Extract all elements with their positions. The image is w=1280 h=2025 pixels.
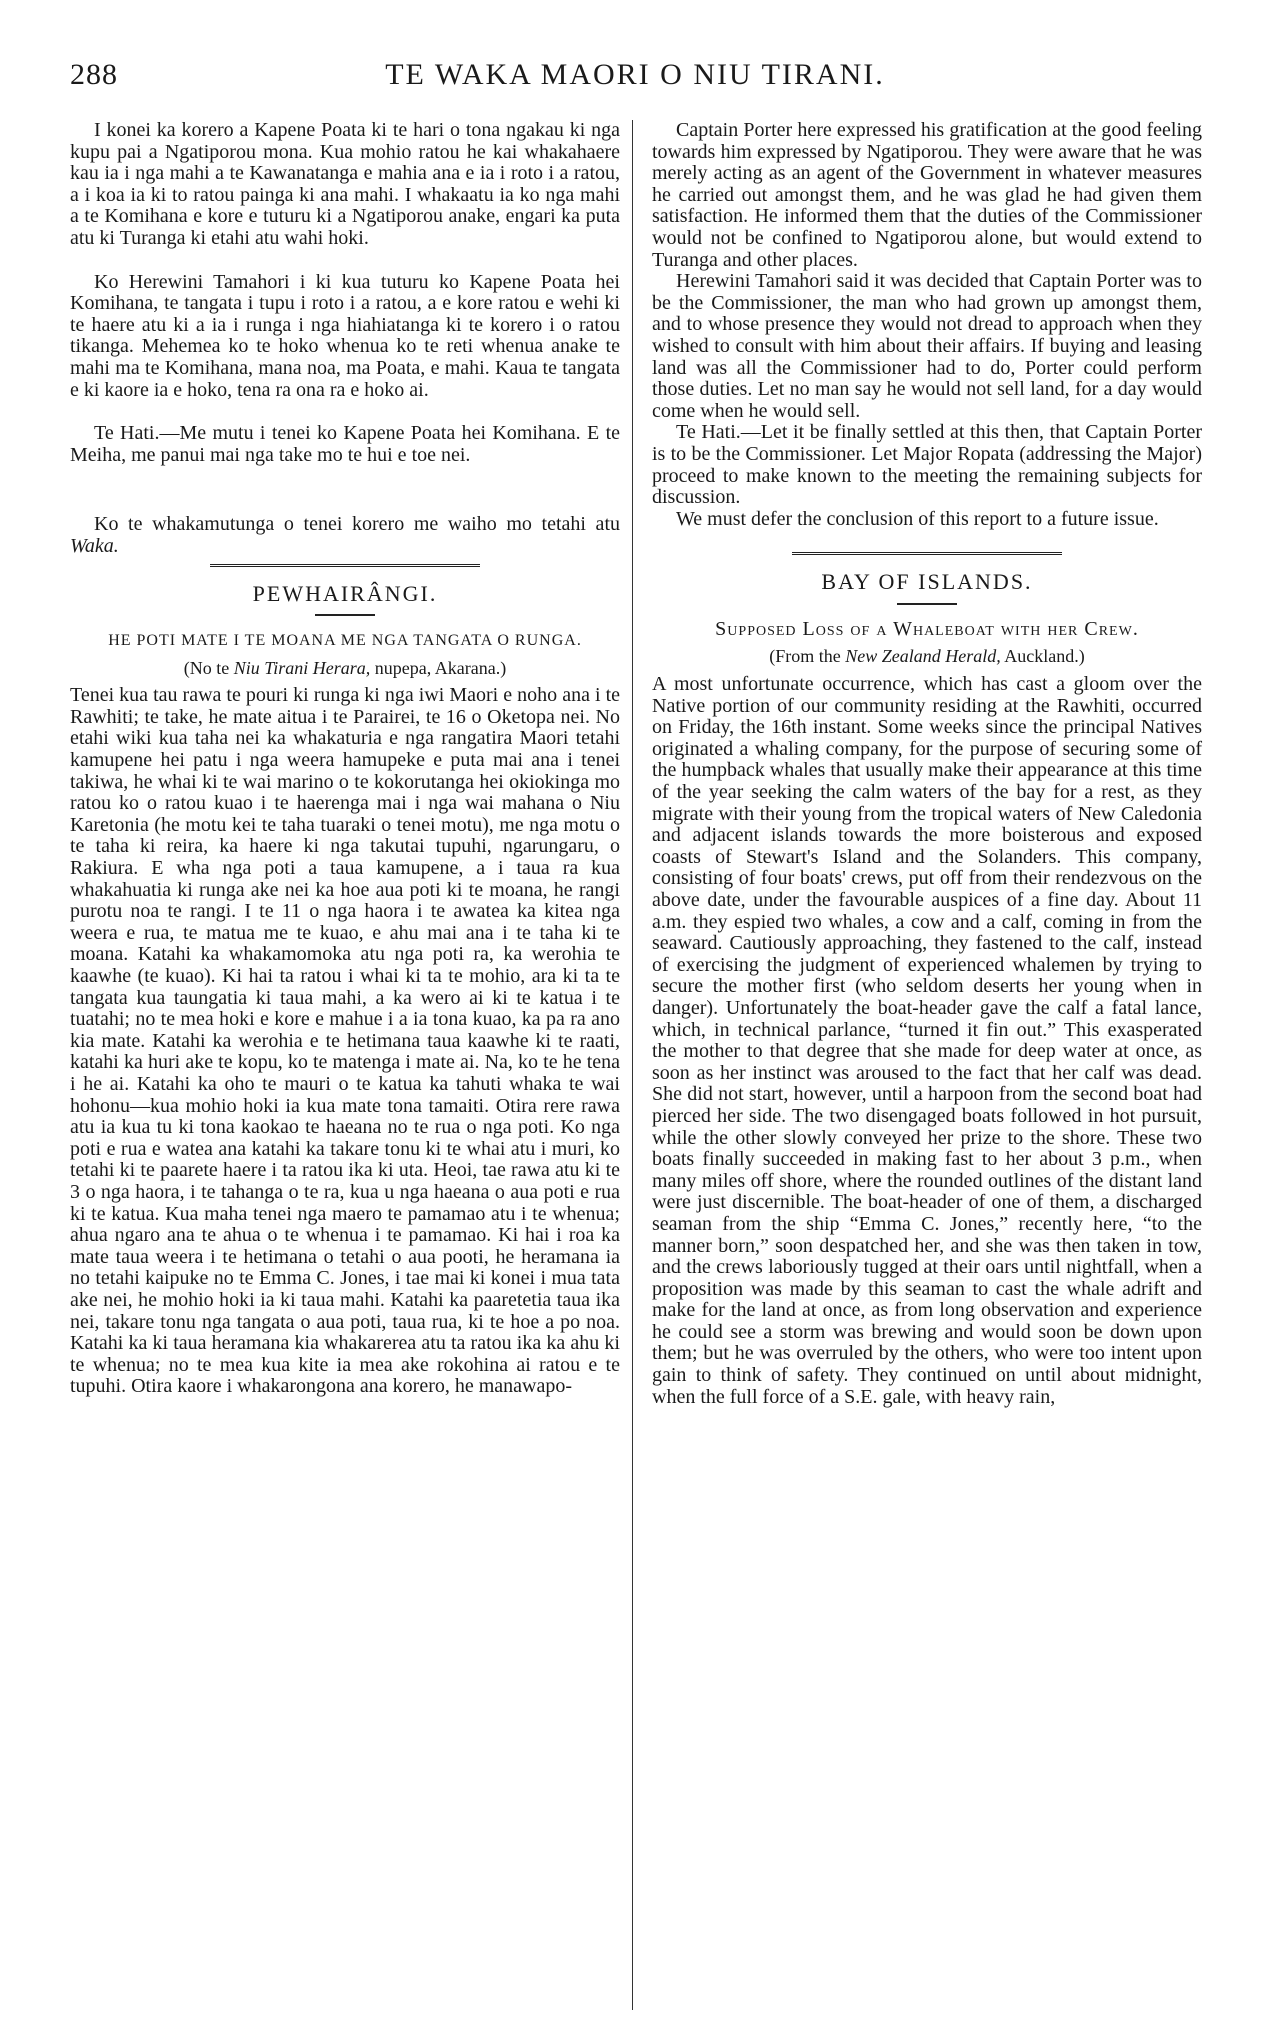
- left-paragraph: Te Hati.—Me mutu i tenei ko Kapene Poata hei Komihana. E te Meiha, me panui mai nga take mo te hui e toe nei.: [70, 422, 620, 466]
- section-rule: [210, 564, 480, 571]
- right-paragraph: We must defer the conclusion of this report to a future issue.: [676, 507, 1159, 530]
- short-rule: [315, 614, 375, 616]
- left-closing-text: Ko te whakamutunga o tenei korero me waiho mo tetahi atu: [94, 513, 620, 536]
- running-title: TE WAKA MAORI O NIU TIRANI.: [385, 58, 885, 91]
- section-title: BAY OF ISLANDS.: [821, 569, 1033, 595]
- left-paragraph: Ko Herewini Tamahori i ki kua tuturu ko Kapene Poata hei Komihana, te tangata i tupu i roto i a ratou, a e kore ratou e wehi ki te haere atu ki a ia i runga i nga hiahiatanga ki te korero i o ratou tikanga. Mehemea ko te hoko whenua ko te reti whenua anake te mahi ma te Komihana, mana noa, ma Poata, e mahi. Kaua te tangata e ki kaore ia e hoko, tena ra ona ra e hoko ai.: [70, 270, 620, 401]
- right-paragraph: Te Hati.—Let it be finally settled at this then, that Captain Porter is to be the Commissioner. Let Major Ropata (addressing the Major) proceed to make known to the meeting the remaining subjects for discussion.: [652, 421, 1202, 509]
- article-subhead: Supposed Loss of a Whaleboat with her Crew.: [715, 617, 1139, 640]
- article-subhead: HE POTI MATE I TE MOANA ME NGA TANGATA O RUNGA.: [108, 632, 582, 650]
- article-source: (From the New Zealand Herald, Auckland.): [769, 646, 1085, 667]
- right-paragraph: Herewini Tamahori said it was decided that Captain Porter was to be the Commissioner, the man who had grown up amongst them, and to whose presence they would not dread to approach when they wished to consult with him about their affairs. If buying and leasing land was all the Commissioner had to do, Porter could perform those duties. Let no man say he would not sell land, for a day would come when he would sell.: [652, 270, 1202, 422]
- right-paragraph: Captain Porter here expressed his gratification at the good feeling towards him expressed by Ngatiporou. They were aware that he was merely acting as an agent of the Government in whatever measures he carried out amongst them, and he was glad he had given them satisfaction. He informed them that the duties of the Commissioner would not be confined to Ngatiporou alone, but would extend to Turanga and other places.: [652, 119, 1202, 271]
- left-column: [70, 120, 620, 1398]
- right-article-body: A most unfortunate occurrence, which has cast a gloom over the Native portion of our community residing at the Rawhiti, occurred on Friday, the 16th instant. Some weeks since the principal Natives originated a whaling company, for the purpose of securing some of the humpback whales that usually make their appearance at this time of the year seeking the calm waters of the bay for a rest, as they migrate with their young from the tropical waters of New Caledonia and adjacent islands towards the more boisterous and exposed coasts of Stewart's Island and the Solanders. This company, consisting of four boats' crews, put off from their rendezvous on the above date, under the favourable auspices of a fine day. About 11 a.m. they espied two whales, a cow and a calf, coming in from the seaward. Cautiously approaching, they fastened to the calf, instead of exercising the judgment of experienced whalemen by trying to secure the mother first (who seldom deserts her young when in danger). Unfortunately the boat-header gave the calf a fatal lance, which, in technical parlance, “turned it fin out.” This exasperated the mother to that degree that she made for deep water at once, as soon as her instinct was aroused to the fact that her calf was dead. She did not start, however, until a harpoon from the second boat had pierced her side. The two disengaged boats followed in hot pursuit, while the other slowly conveyed her prize to the shore. These two boats finally succeeded in making fast to her about 3 p.m., when many miles off shore, where the rounded outlines of the distant land were just discernible. The boat-header of one of them, a discharged seaman from the ship “Emma C. Jones,” recently here, “to the manner born,” soon despatched her, and she was then taken in tow, and the crews laboriously tugged at their oars until nightfall, when a proposition was made by this seaman to cast the whale adrift and make for the land at once, as from long observation and experience he could see a storm was brewing and would soon be down upon them; but he was overruled by the others, who were too intent upon gain to think of safety. They continued on until about midnight, when the full force of a S.E. gale, with heavy rain,: [652, 673, 1202, 1408]
- page-number: 288: [70, 58, 118, 91]
- section-rule: [792, 552, 1062, 559]
- section-title: PEWHAIRÂNGI.: [252, 580, 438, 606]
- article-source: (No te Niu Tirani Herara, nupepa, Akarana.): [183, 657, 507, 678]
- left-article-body: Tenei kua tau rawa te pouri ki runga ki nga iwi Maori e noho ana i te Rawhiti; te take, he mate aitua i te Parairei, te 16 o Oketopa nei. No etahi wiki kua taha nei ka whakaturia e nga rangatira Maori tetahi kamupene hei patu i nga weera hamupeke e puta mai ana i tenei takiwa, he whai ki te wai marino o te kokorutanga hei okiokinga mo ratou ko o ratou kuao i te haerenga mai i nga wai mahana o Niu Karetonia (he motu kei te taha tuaraki o tenei motu), me nga motu o te taha ki reira, ka haere ki nga takutai tupuhi, ngarungaru, o Rakiura. E wha nga poti a taua kamupene, a i taua ra kua whakahuatia ki runga ake nei ka hoe aua poti ki te moana, he rangi purotu noa te rangi. I te 11 o nga haora i te awatea ka kitea nga weera e rua, te matua me te kuao, e ahu mai ana i te taha ki te moana. Katahi ka whakamomoka atu nga poti ra, ka werohia te kaawhe (te kuao). Ki hai ta ratou i whai ki ta te mohio, ara ki ta te tangata kua taungatia ki taua mahi, a ka wero ai ki te katua i te tuatahi; no te mea hoki e kore e mahue i a ia tona kuao, ka pa ra ano kia mate. Katahi ka werohia e te hetimana taua kaawhe ki te raati, katahi ka huri ake te kopu, ko te matenga i mate ai. Na, ko te he tena i he ai. Katahi ka oho te mauri o te katua ka tahuti whaka te wai hohonu—kua mohio hoki ia kua mate tona tamaiti. Otira rere rawa atu ia kua tu ki tona kaokao te haeana no te rua o nga poti. Ko nga poti e rua e watea ana katahi ka takare tonu ki te whai atu i muri, ko tetahi ki te paarete haere i ta ratou ika ki uta. Heoi, tae rawa atu ki te 3 o nga haora, i te tahanga o te ra, kua u nga haeana o aua poti e rua ki te katua. Kua maha tenei nga maero te pamamao atu i te whenua; ahua ngaro ana te ahua o te whenua i te pamamao. Ki hai i roa ka mate taua weera i te hetimana o tetahi o aua pooti, he heramana ia no tetahi kaipuke no te Emma C. Jones, i tae mai ki konei i mua tata ake nei, he mohio hoki ia ki taua mahi. Katahi ka paaretetia taua ika nei, takare tonu nga tangata o aua poti, taua rua, ki te hoe a po noa. Katahi ka ki taua heramana kia whakarerea atu ta ratou ika ka ahu ki te whenua; no te mea kua kite ia mea ake rokohina ai ratou e te tupuhi. Otira kaore i whakarongona ana korero, he manawapo-: [70, 684, 620, 1398]
- left-closing-italic: Waka.: [70, 534, 119, 557]
- right-column: [652, 120, 1202, 1408]
- left-paragraph: [70, 514, 620, 557]
- column-divider: [632, 120, 633, 2010]
- page-header: [70, 58, 1200, 98]
- left-paragraph: I konei ka korero a Kapene Poata ki te hari o tona ngakau ki nga kupu pai a Ngatiporou mona. Kua mohio ratou he kai whakahaere kau ia i nga mahi a te Kawanatanga e mahia ana e ia i roto i a ratou, a i koa ia ki to ratou painga ki ana mahi. I whakaatu ia ko nga mahi a te Komihana e kore e tuturu ki a Ngatiporou anake, engari ka puta atu ki Turanga ki etahi atu wahi hoki.: [70, 119, 620, 249]
- short-rule: [897, 603, 957, 605]
